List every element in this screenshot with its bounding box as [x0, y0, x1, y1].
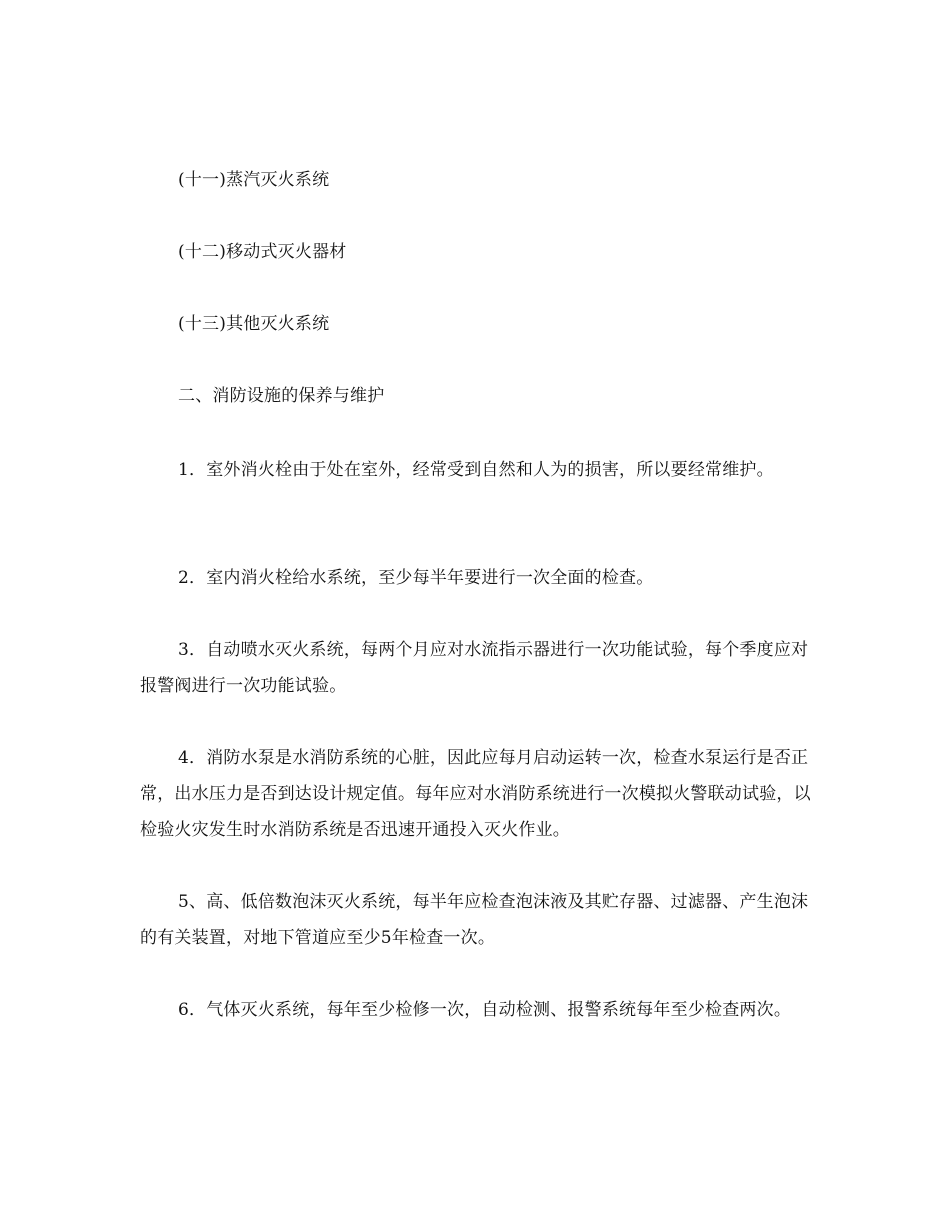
paragraph-gas-system: 6．气体灭火系统，每年至少检修一次，自动检测、报警系统每年至少检查两次。 — [178, 1000, 792, 1020]
paragraph-fire-pump: 4．消防水泵是水消防系统的心脏，因此应每月启动运转一次，检查水泵运行是否正常，出水压力是否到达设计规定值。每年应对水消防系统进行一次模拟火警联动试验，以检验火灾发生时水消防系统是否迅速开通投入灭火作业。 — [140, 748, 811, 840]
paragraph-portable-equipment: (十二)移动式灭火器材 — [178, 242, 347, 262]
paragraph-other-systems: (十三)其他灭火系统 — [178, 314, 330, 334]
paragraph-foam-system: 5、高、低倍数泡沫灭火系统，每半年应检查泡沫液及其贮存器、过滤器、产生泡沫的有关装置，对地下管道应至少5年检查一次。 — [140, 892, 809, 948]
paragraph-outdoor-hydrant: 1．室外消火栓由于处在室外，经常受到自然和人为的损害，所以要经常维护。 — [178, 460, 774, 480]
paragraph-indoor-hydrant: 2．室内消火栓给水系统，至少每半年要进行一次全面的检查。 — [178, 568, 654, 588]
section-heading-maintenance: 二、消防设施的保养与维护 — [178, 386, 385, 406]
paragraph-sprinkler-system: 3．自动喷水灭火系统，每两个月应对水流指示器进行一次功能试验，每个季度应对报警阀进行一次功能试验。 — [140, 640, 809, 696]
paragraph-steam-system: (十一)蒸汽灭火系统 — [178, 170, 330, 190]
